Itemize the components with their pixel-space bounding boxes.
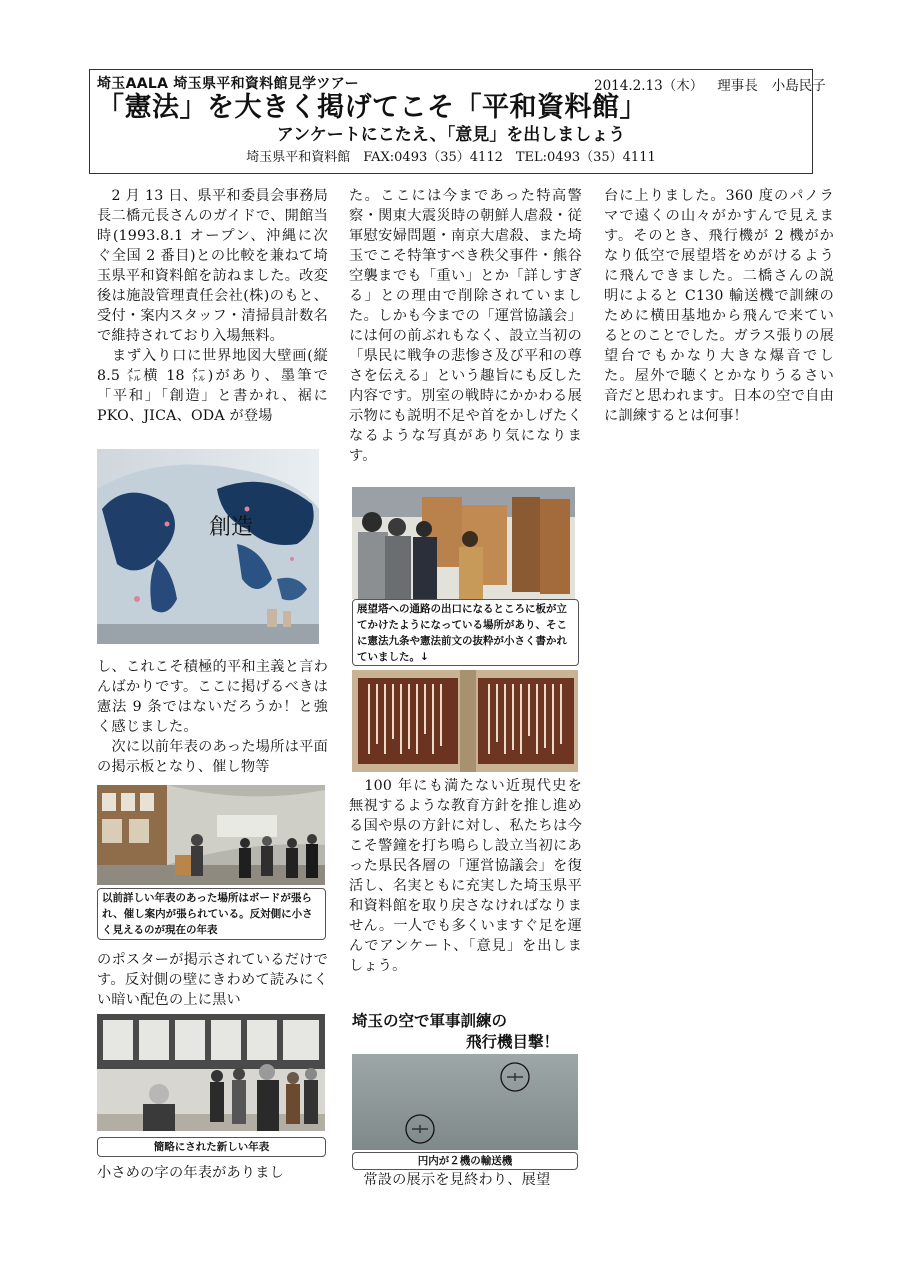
- org-title: 埼玉AALA 埼玉県平和資料館見学ツアー: [97, 76, 359, 92]
- col1-para4: 小さめの字の年表がありまし: [97, 1165, 285, 1181]
- col1-para1: 2 月 13 日、県平和委員会事務局長二橋元長さんのガイドで、開館当時(1993.8.1 オープン、沖縄に次ぐ全国 2 番目)との比較を兼ねて埼玉県平和資料館を訪ねました。改変後は施設管理責任会社(株)のもと、受付・案内スタッフ・清掃員計数名で維持されており入場無料。 まず入り口に世界地図大壁画(縦 8.5 ㍍横 18 ㍍)があり、墨筆で「平和」「創造」と書かれ、裾に PKO、JICA、ODA が登場: [97, 188, 328, 424]
- col2-para3: 常設の展示を見終わり、展望: [349, 1172, 551, 1188]
- date: 2014.2.13（木）: [594, 78, 704, 94]
- caption-observation-tower-exit: 展望塔への通路の出口になるところに板が立てかけたようになっている場所があり、そこに憲法九条や憲法前文の抜粋が小さく書かれていました。↓: [352, 599, 579, 666]
- section-title-line1: 埼玉の空で軍事訓練の: [352, 1012, 508, 1030]
- photo-new-timeline: [97, 1014, 325, 1131]
- photo-sky-aircraft: [352, 1054, 578, 1150]
- caption-sky-aircraft: 円内が２機の輸送機: [352, 1152, 578, 1170]
- headline: 「憲法」を大きく掲げてこそ「平和資料館」: [97, 92, 647, 123]
- photo-bulletin-board-area: [97, 785, 325, 885]
- photo-world-map-mural: [97, 449, 319, 644]
- contact-line: 埼玉県平和資料館 FAX:0493（35）4112 TEL:0493（35）4111: [246, 150, 656, 165]
- mural-calligraphy: 創造: [209, 515, 254, 540]
- photo-observation-tower-exit: [352, 487, 575, 599]
- photo-constitution-panels: [352, 670, 578, 772]
- subheadline: アンケートにこたえ、「意見」を出しましょう: [276, 125, 626, 145]
- col3-para1: 台に上りました。360 度のパノラマで遠くの山々がかすんで見えます。そのとき、飛行機が 2 機がかなり低空で展望塔をめがけるように飛んできました。二橋さんの説明によると C130 輸送機で訓練のために横田基地から飛んで来ているとのことでした。ガラス張りの展望台でもかなり大きな爆音でした。屋外で聴くとかなりうるさい音だと思われます。日本の空で自由に訓練するとは何事！: [604, 188, 834, 424]
- author-name: 小島民子: [771, 78, 826, 94]
- caption-bulletin-board: 以前詳しい年表のあった場所はボードが張られ、催し案内が張られている。反対側に小さく見えるのが現在の年表: [97, 888, 326, 940]
- col2-para1: た。ここには今まであった特高警察・関東大震災時の朝鮮人虐殺・従軍慰安婦問題・南京大虐殺、また埼玉でこそ特筆すべき秩父事件・熊谷空襲までも「重い」とか「詳しすぎる」との理由で削除されていました。しかも今までの「運営協議会」には何の前ぶれもなく、設立当初の「県民に戦争の悲惨さ及び平和の尊さを伝える」という趣旨にも反した内容です。別室の戦時にかかわる展示物にも説明不足や首をかしげたくなるような写真があり気になります。: [349, 188, 582, 464]
- col1-para2: し、これこそ積極的平和主義と言わんばかりです。ここに掲げるべきは憲法 9 条ではないだろうか！と強く感じました。 次に以前年表のあった場所は平面の掲示板となり、催し物等: [97, 659, 328, 775]
- author-role: 理事長: [717, 78, 758, 94]
- header-meta: [594, 74, 826, 94]
- col2-para2: 100 年にも満たない近現代史を無視するような教育方針を推し進める国や県の方針に対し、私たちは今こそ警鐘を打ち鳴らし設立当初にあった県民各層の「運営協議会」を復活し、名実ともに充実した埼玉県平和資料館を取り戻さなければなりません。一人でも多くいますぐ足を運んでアンケート、「意見」を出しましょう。: [349, 778, 582, 974]
- caption-new-timeline: 簡略にされた新しい年表: [97, 1137, 326, 1157]
- col1-para3: のポスターが掲示されているだけです。反対側の壁にきわめて読みにくい暗い配色の上に黒い: [97, 952, 328, 1008]
- section-title-line2: 飛行機目撃！: [466, 1033, 560, 1051]
